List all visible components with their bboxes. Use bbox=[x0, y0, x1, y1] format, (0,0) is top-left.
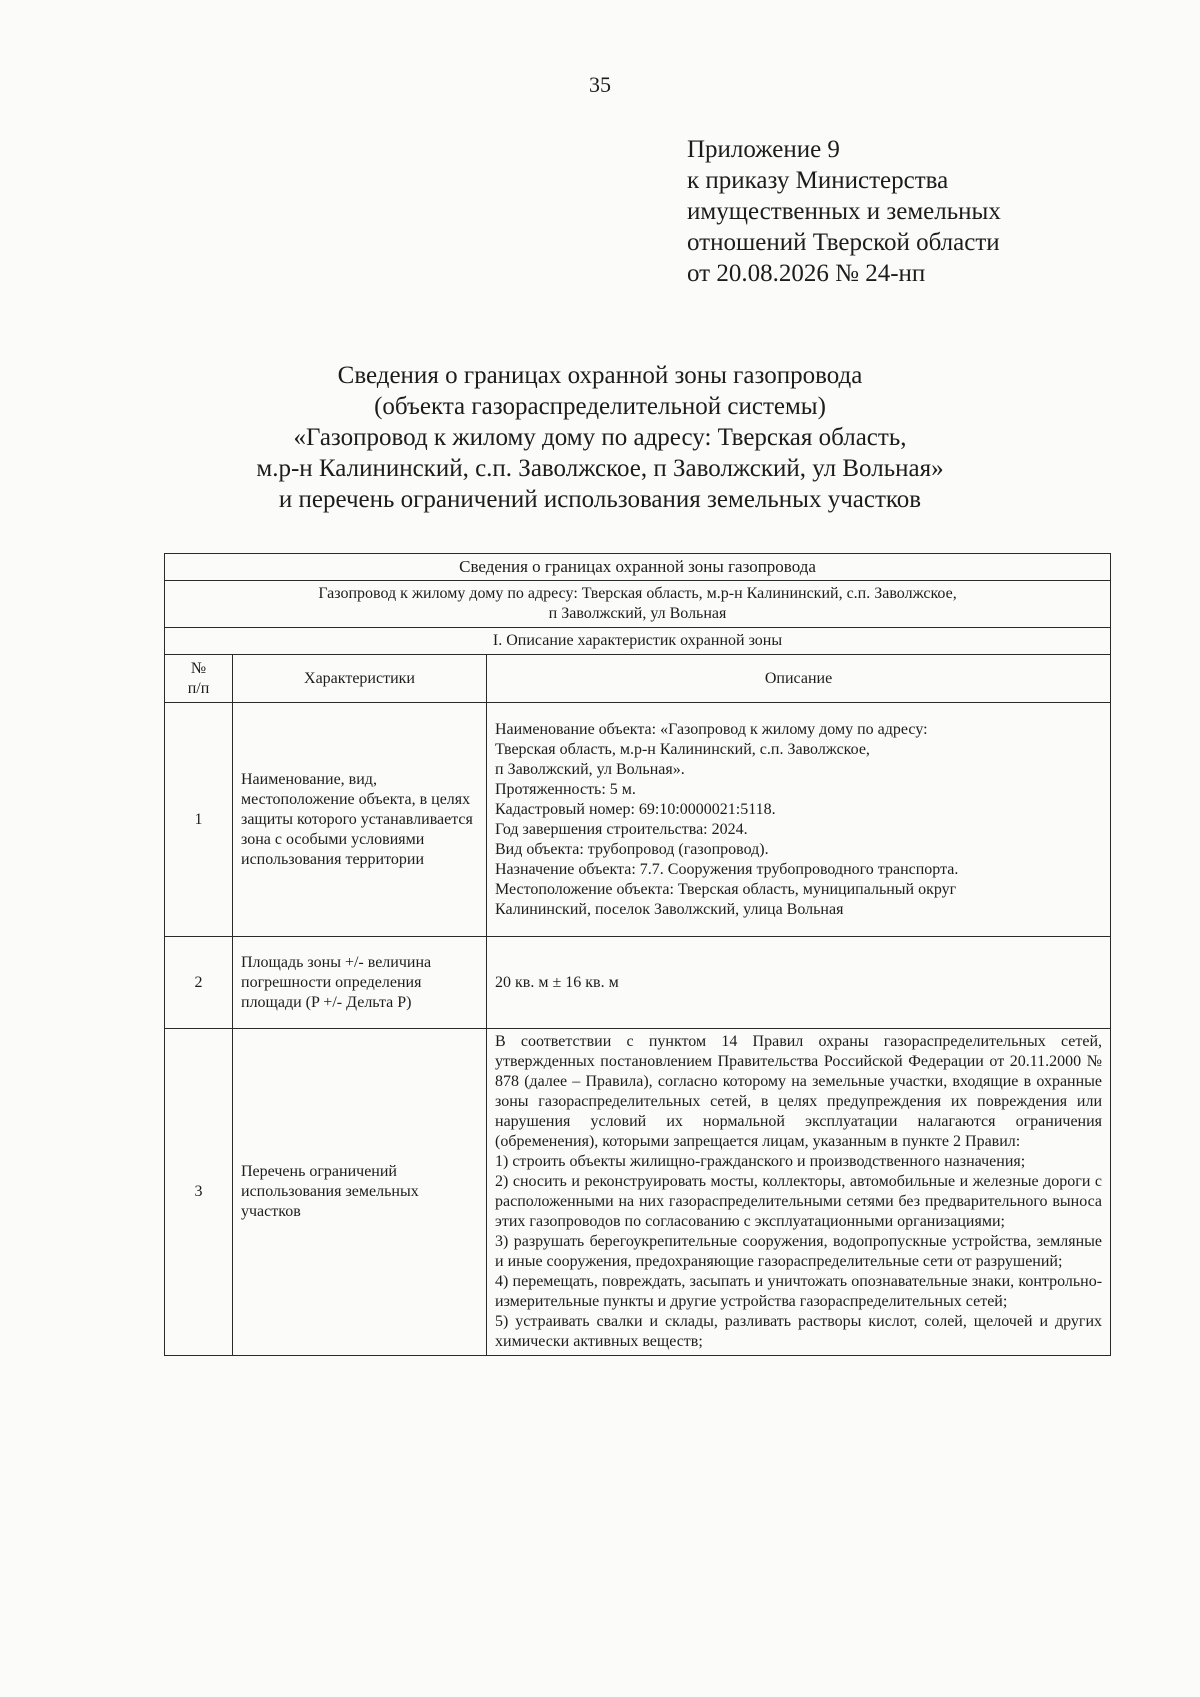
row-description bbox=[487, 703, 1111, 937]
row-number: 1 bbox=[165, 703, 233, 937]
description-line: Калининский, поселок Заволжский, улица Вольная bbox=[495, 900, 844, 918]
title-line: «Газопровод к жилому дому по адресу: Тверская область, bbox=[293, 424, 907, 451]
description-paragraph: 3) разрушать берегоукрепительные сооружения, водопропускные устройства, земляные и иные сооружения, предохраняющие газораспределительные сети от разрушений; bbox=[495, 1233, 1103, 1270]
description-line: Тверская область, м.р-н Калининский, с.п. Заволжское, bbox=[495, 740, 870, 758]
description-line: Наименование объекта: «Газопровод к жилому дому по адресу: bbox=[495, 720, 928, 738]
table-row bbox=[165, 703, 1111, 937]
description-paragraph: 5) устраивать свалки и склады, разливать растворы кислот, солей, щелочей и других химически активных веществ; bbox=[495, 1313, 1103, 1350]
appendix-line: имущественных и земельных bbox=[687, 198, 1001, 225]
table-caption: Сведения о границах охранной зоны газопровода bbox=[165, 554, 1111, 581]
row-number: 3 bbox=[165, 1029, 233, 1356]
title-line: м.р-н Калининский, с.п. Заволжское, п Заволжский, ул Вольная» bbox=[256, 455, 944, 482]
appendix-line: отношений Тверской области bbox=[687, 229, 1000, 256]
description-paragraph: 1) строить объекты жилищно-гражданского и производственного назначения; bbox=[495, 1153, 1026, 1170]
table-section-title: I. Описание характеристик охранной зоны bbox=[165, 628, 1111, 655]
table-section-row bbox=[165, 628, 1111, 655]
table-object-name bbox=[165, 581, 1111, 628]
row-description: 20 кв. м ± 16 кв. м bbox=[487, 937, 1111, 1029]
description-line: п Заволжский, ул Вольная». bbox=[495, 760, 685, 778]
description-line: Кадастровый номер: 69:10:0000021:5118. bbox=[495, 800, 776, 818]
title-line: Сведения о границах охранной зоны газопровода bbox=[337, 362, 863, 389]
description-paragraph: 2) сносить и реконструировать мосты, коллекторы, автомобильные и железные дороги с расположенными на них газораспределительными сетями без предварительного выноса этих газопроводов по согласованию с эксплуатационными организациями; bbox=[495, 1173, 1103, 1230]
table-row bbox=[165, 1029, 1111, 1356]
table-row bbox=[165, 937, 1111, 1029]
description-line: Протяженность: 5 м. bbox=[495, 780, 636, 798]
description-paragraph: В соответствии с пунктом 14 Правил охраны газораспределительных сетей, утвержденных постановлением Правительства Российской Федерации от 20.11.2000 № 878 (далее – Правила), согласно которому на земельные участки, входящие в охранные зоны газораспределительных сетей, в целях предупреждения их повреждения или нарушения условий их нормальной эксплуатации налагаются ограничения (обременения), которыми запрещается лицам, указанным в пункте 2 Правил: bbox=[495, 1033, 1103, 1150]
appendix-reference bbox=[687, 134, 1001, 289]
title-line: и перечень ограничений использования земельных участков bbox=[278, 486, 922, 513]
header-num-line: п/п bbox=[187, 679, 210, 697]
zone-table bbox=[164, 553, 1111, 1356]
row-description bbox=[487, 1029, 1111, 1356]
page-number: 35 bbox=[589, 72, 611, 97]
document-title bbox=[150, 360, 1050, 515]
table-caption-row bbox=[165, 554, 1111, 581]
table-object-row bbox=[165, 581, 1111, 628]
title-line: (объекта газораспределительной системы) bbox=[374, 393, 826, 420]
object-line: п Заволжский, ул Вольная bbox=[548, 605, 727, 622]
row-number: 2 bbox=[165, 937, 233, 1029]
header-characteristics: Характеристики bbox=[233, 655, 487, 703]
appendix-line: от 20.08.2026 № 24-нп bbox=[687, 260, 926, 287]
row-characteristic: Наименование, вид, местоположение объекта, в целях защиты которого устанавливается зона с особыми условиями использования территории bbox=[233, 703, 487, 937]
appendix-line: Приложение 9 bbox=[687, 136, 840, 163]
row-characteristic: Перечень ограничений использования земельных участков bbox=[233, 1029, 487, 1356]
description-line: Год завершения строительства: 2024. bbox=[495, 820, 748, 838]
description-paragraph: 4) перемещать, повреждать, засыпать и уничтожать опознавательные знаки, контрольно-измерительные пункты и другие устройства газораспределительных сетей; bbox=[495, 1273, 1103, 1310]
header-description: Описание bbox=[487, 655, 1111, 703]
table-header-row bbox=[165, 655, 1111, 703]
description-line: Вид объекта: трубопровод (газопровод). bbox=[495, 840, 769, 858]
description-line: Местоположение объекта: Тверская область, муниципальный округ bbox=[495, 880, 957, 898]
row-characteristic: Площадь зоны +/- величина погрешности определения площади (P +/- Дельта P) bbox=[233, 937, 487, 1029]
description-line: Назначение объекта: 7.7. Сооружения трубопроводного транспорта. bbox=[495, 860, 959, 878]
object-line: Газопровод к жилому дому по адресу: Тверская область, м.р-н Калининский, с.п. Заволжское, bbox=[318, 585, 957, 602]
header-num bbox=[165, 655, 233, 703]
appendix-line: к приказу Министерства bbox=[687, 167, 949, 194]
header-num-line: № bbox=[190, 659, 207, 677]
